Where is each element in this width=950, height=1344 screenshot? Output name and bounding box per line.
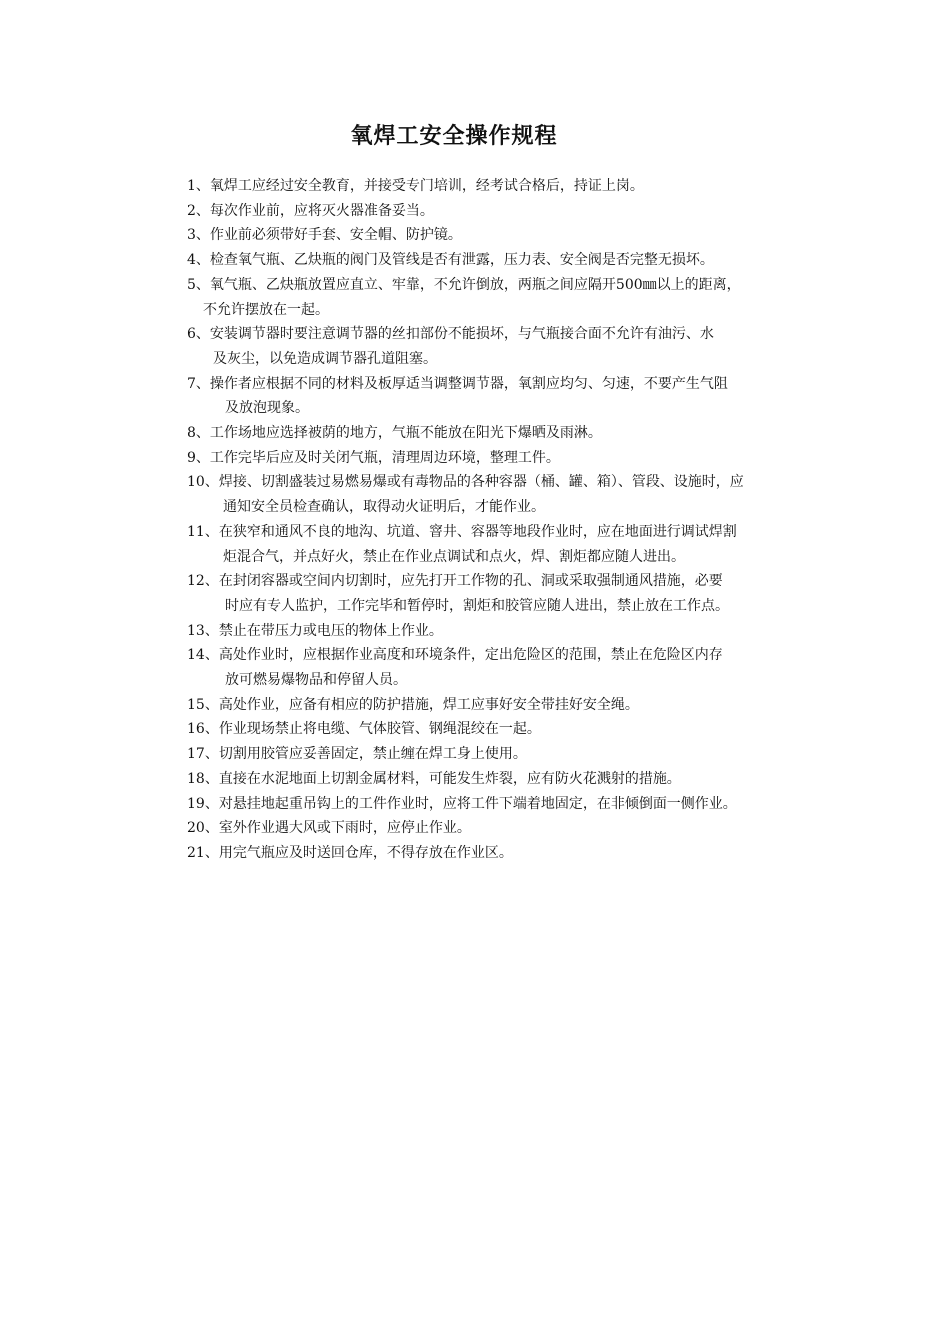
rule-6-continuation: 及灰尘，以免造成调节器孔道阻塞。 — [213, 350, 437, 367]
rule-1-text: 1、氧焊工应经过安全教育，并接受专门培训，经考试合格后，持证上岗。 — [187, 178, 644, 194]
rule-16 — [187, 717, 827, 742]
rule-10 — [187, 470, 827, 519]
rule-11-continuation: 炬混合气，并点好火，禁止在作业点调试和点火，焊、割炬都应随人进出。 — [223, 548, 685, 565]
rule-13 — [187, 619, 827, 644]
rule-21-text: 21、用完气瓶应及时送回仓库，不得存放在作业区。 — [187, 844, 513, 861]
rule-7-text: 7、操作者应根据不同的材料及板厚适当调整调节器，氧割应均匀、匀速，不要产生气阻 — [187, 375, 728, 392]
rule-9 — [187, 446, 827, 471]
rule-11-text: 11、在狭窄和通风不良的地沟、坑道、窨井、容器等地段作业时，应在地面进行调试焊割 — [187, 523, 737, 540]
rule-18 — [187, 767, 827, 792]
rule-10-text: 10、焊接、切割盛装过易燃易爆或有毒物品的各种容器（桶、罐、箱）、管段、设施时，应 — [187, 474, 744, 491]
rule-12-continuation: 时应有专人监护，工作完毕和暂停时，割炬和胶管应随人进出，禁止放在工作点。 — [225, 597, 729, 614]
rule-15-text: 15、高处作业，应备有相应的防护措施，焊工应事好安全带挂好安全绳。 — [187, 696, 639, 713]
rule-6-text: 6、安装调节器时要注意调节器的丝扣部份不能损坏，与气瓶接合面不允许有油污、水 — [187, 326, 714, 343]
rule-7 — [187, 372, 827, 421]
rule-17-text: 17、切割用胶管应妥善固定，禁止缠在焊工身上使用。 — [187, 746, 527, 763]
rule-19-text: 19、对悬挂地起重吊钩上的工件作业时，应将工件下端着地固定，在非倾倒面一侧作业。 — [187, 795, 737, 812]
rule-14-continuation: 放可燃易爆物品和停留人员。 — [225, 672, 407, 689]
rule-4-text: 4、检查氧气瓶、乙炔瓶的阀门及管线是否有泄露，压力表、安全阀是否完整无损坏。 — [187, 252, 714, 269]
rule-9-text: 9、工作完毕后应及时关闭气瓶，清理周边环境，整理工件。 — [187, 449, 560, 466]
rule-21 — [187, 841, 827, 866]
rule-14 — [187, 643, 827, 692]
rule-1 — [187, 174, 827, 199]
rules-list — [187, 174, 827, 866]
rule-17 — [187, 742, 827, 767]
rule-3 — [187, 223, 827, 248]
rule-3-text: 3、作业前必须带好手套、安全帽、防护镜。 — [187, 227, 462, 244]
rule-20 — [187, 816, 827, 841]
rule-5 — [187, 273, 827, 322]
rule-14-text: 14、高处作业时，应根据作业高度和环境条件，定出危险区的范围，禁止在危险区内存 — [187, 647, 723, 664]
rule-7-continuation: 及放泡现象。 — [225, 400, 309, 417]
rule-5-continuation: 不允许摆放在一起。 — [203, 301, 329, 318]
rule-2 — [187, 199, 827, 224]
rule-15 — [187, 693, 827, 718]
page-title: 氧焊工安全操作规程 — [350, 123, 558, 149]
rule-20-text: 20、室外作业遇大风或下雨时，应停止作业。 — [187, 820, 471, 837]
rule-6 — [187, 322, 827, 371]
rule-8-text: 8、工作场地应选择被荫的地方，气瓶不能放在阳光下爆晒及雨淋。 — [187, 425, 602, 442]
rule-8 — [187, 421, 827, 446]
rule-2-text: 2、每次作业前，应将灭火器准备妥当。 — [187, 202, 434, 219]
rule-5-text: 5、氧气瓶、乙炔瓶放置应直立、牢靠，不允许倒放，两瓶之间应隔开500㎜以上的距离， — [187, 276, 741, 293]
rule-13-text: 13、禁止在带压力或电压的物体上作业。 — [187, 622, 443, 639]
rule-19 — [187, 792, 827, 817]
rule-18-text: 18、直接在水泥地面上切割金属材料，可能发生炸裂，应有防火花溅射的措施。 — [187, 770, 681, 787]
rule-12-text: 12、在封闭容器或空间内切割时，应先打开工作物的孔、洞或采取强制通风措施，必要 — [187, 573, 723, 590]
rule-10-continuation: 通知安全员检查确认，取得动火证明后，才能作业。 — [223, 499, 545, 516]
rule-11 — [187, 520, 827, 569]
rule-12 — [187, 569, 827, 618]
rule-4 — [187, 248, 827, 273]
rule-16-text: 16、作业现场禁止将电缆、气体胶管、钢绳混绞在一起。 — [187, 721, 541, 738]
